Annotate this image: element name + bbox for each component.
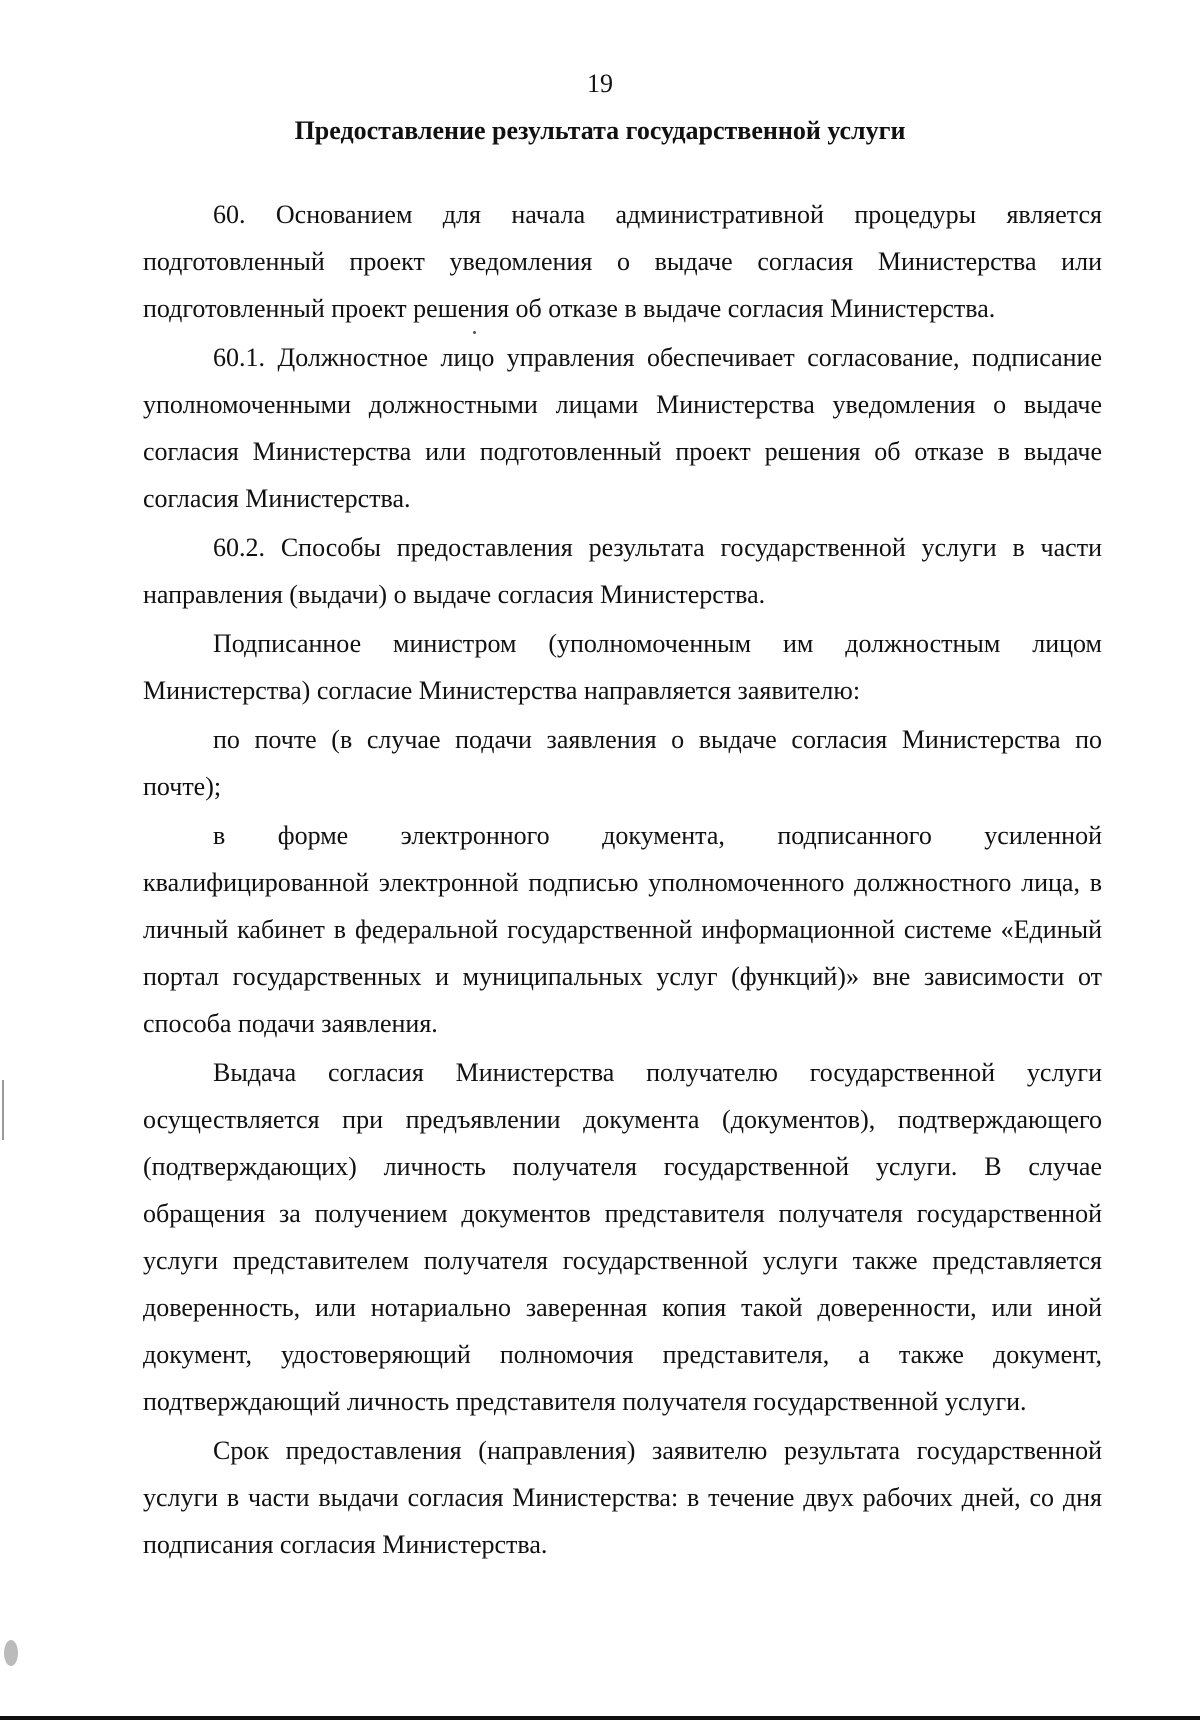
paragraph-60: 60. Основанием для начала административной процедуры является подготовленный проект уведомления о выдаче согласия Министерства или подготовленный проект решения об отказе в выдаче согласия Министерства. (143, 200, 1102, 323)
paragraph-by-mail: по почте (в случае подачи заявления о выдаче согласия Министерства по почте); (143, 725, 1102, 801)
paragraph-issuance: Выдача согласия Министерства получателю государственной услуги осуществляется при предъявлении документа (документов), подтверждающего (подтверждающих) личность получателя государственной услуги. В случае обращения за получением документов представителя получателя государственной услуги представителем получателя государственной услуги также представляется доверенность, или нотариально заверенная копия такой доверенности, или иной документ, удостоверяющий полномочия представителя, а также документ, подтверждающий личность представителя получателя государственной услуги. (143, 1058, 1102, 1416)
page-number: 19 (587, 69, 613, 98)
section-title: Предоставление результата государственной услуги (294, 116, 906, 145)
page-bottom-edge (0, 1716, 1200, 1720)
paragraph-signed-consent: Подписанное министром (уполномоченным им должностным лицом Министерства) согласие Министерства направляется заявителю: (143, 629, 1102, 705)
scan-artifact (473, 331, 476, 334)
paragraph-60-2: 60.2. Способы предоставления результата государственной услуги в части направления (выдачи) о выдаче согласия Министерства. (143, 533, 1102, 609)
paragraph-deadline: Срок предоставления (направления) заявителю результата государственной услуги в части выдачи согласия Министерства: в течение двух рабочих дней, со дня подписания согласия Министерства. (143, 1436, 1102, 1559)
paragraph-60-1: 60.1. Должностное лицо управления обеспечивает согласование, подписание уполномоченными должностными лицами Министерства уведомления о выдаче согласия Министерства или подготовленный проект решения об отказе в выдаче согласия Министерства. (143, 343, 1102, 513)
scan-artifact (4, 1640, 18, 1666)
scan-artifact (2, 1080, 4, 1140)
paragraph-electronic-form: в форме электронного документа, подписанного усиленной квалифицированной электронной подписью уполномоченного должностного лица, в личный кабинет в федеральной государственной информационной системе «Единый портал государственных и муниципальных услуг (функций)» вне зависимости от способа подачи заявления. (143, 821, 1102, 1038)
document-body (143, 191, 1102, 1570)
